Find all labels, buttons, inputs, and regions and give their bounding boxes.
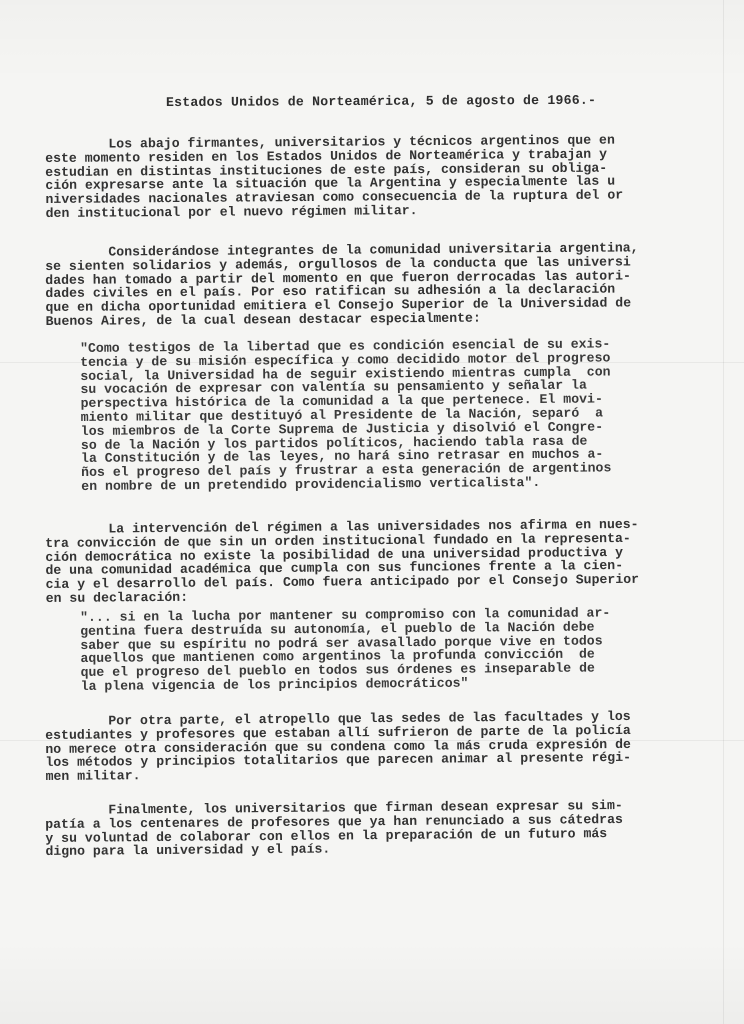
paragraph-police-assault: Por otra parte, el atropello que las sedes de las facultades y los estudiantes y profesores que estaban allí sufrieron de parte de la policía no merece otra consideración que su condena como la más cruda expresión de los métodos y principios totalitarios que parecen animar al presente régi- men militar. [44,708,632,785]
paragraph-closing: Finalmente, los universitarios que firman desean expresar su sim- patía a los centenares de profesores que ya han renunciado a sus cátedras y su voluntad de colaborar con ellos en la preparación de un futuro más digno para la universidad y el país. [44,797,623,860]
document-date-heading: Estados Unidos de Norteamérica, 5 de agosto de 1966.- [166,92,597,110]
paragraph-intervention: La intervención del régimen a las universidades nos afirma en nues- tra convicción de que sin un orden institucional fundado en la representa- ción democrática no existe la posibilidad de una universidad productiva y de una comunidad académica que cumpla con sus funciones frente a la cien- cia y el desarrollo del país. Como fuera anticipado por el Consejo Superior en su declaración: [44,516,640,606]
paragraph-intro: Los abajo firmantes, universitarios y técnicos argentinos que en este momento residen en los Estados Unidos de Norteamérica y trabajan y estudian en distintas instituciones de este país, consideran su obliga- ción expresarse ante la situación que la Argentina y especialmente las u niversidades nacionales atraviesan como consecuencia de la ruptura del or den institucional por el nuevo régimen militar. [44,132,624,221]
paragraph-solidarity: Considerándose integrantes de la comunidad universitaria argentina, se sienten solidarios y además, orgullosos de la conducta que las universi dades han tomado a partir del momento en que fueron derrocadas las autori- dades civiles en el país. Por eso ratifican su adhesión a la declaración que en dicha oportunidad emitiera el Consejo Superior de la Universidad de Buenos Aires, de la cual desean destacar especialmente: [44,240,639,329]
quote-consejo-superior-1: "Como testigos de la libertad que es condición esencial de su exis- tencia y de su misión específica y como decidido motor del progreso social, la Universidad ha de seguir existiendo mientras cumpla con su vocación de expresar con valentía su pensamiento y señalar la perspectiva histórica de la comunidad a la que pertenece. El movi- miento militar que destituyó al Presidente de la Nación, separó a los miembros de la Corte Suprema de Justicia y disolvió el Congre- so de la Nación y los partidos políticos, haciendo tabla rasa de la Constitución y de las leyes, no hará sino retrasar en muchos a- ños el progreso del país y frustrar a esta generación de argentinos en nombre de un pretendido providencialismo verticalista". [79,336,612,494]
quote-consejo-superior-2: "... si en la lucha por mantener su compromiso con la comunidad ar- gentina fuera destruída su autonomía, el pueblo de la Nación debe saber que su espíritu no podrá ser avasallado porque vive en todos aquellos que mantienen como argentinos la profunda convicción de que el progreso del pueblo en todos sus órdenes es inseparable de la plena vigencia de los principios democráticos" [79,605,611,694]
paper-edge [723,0,724,1024]
